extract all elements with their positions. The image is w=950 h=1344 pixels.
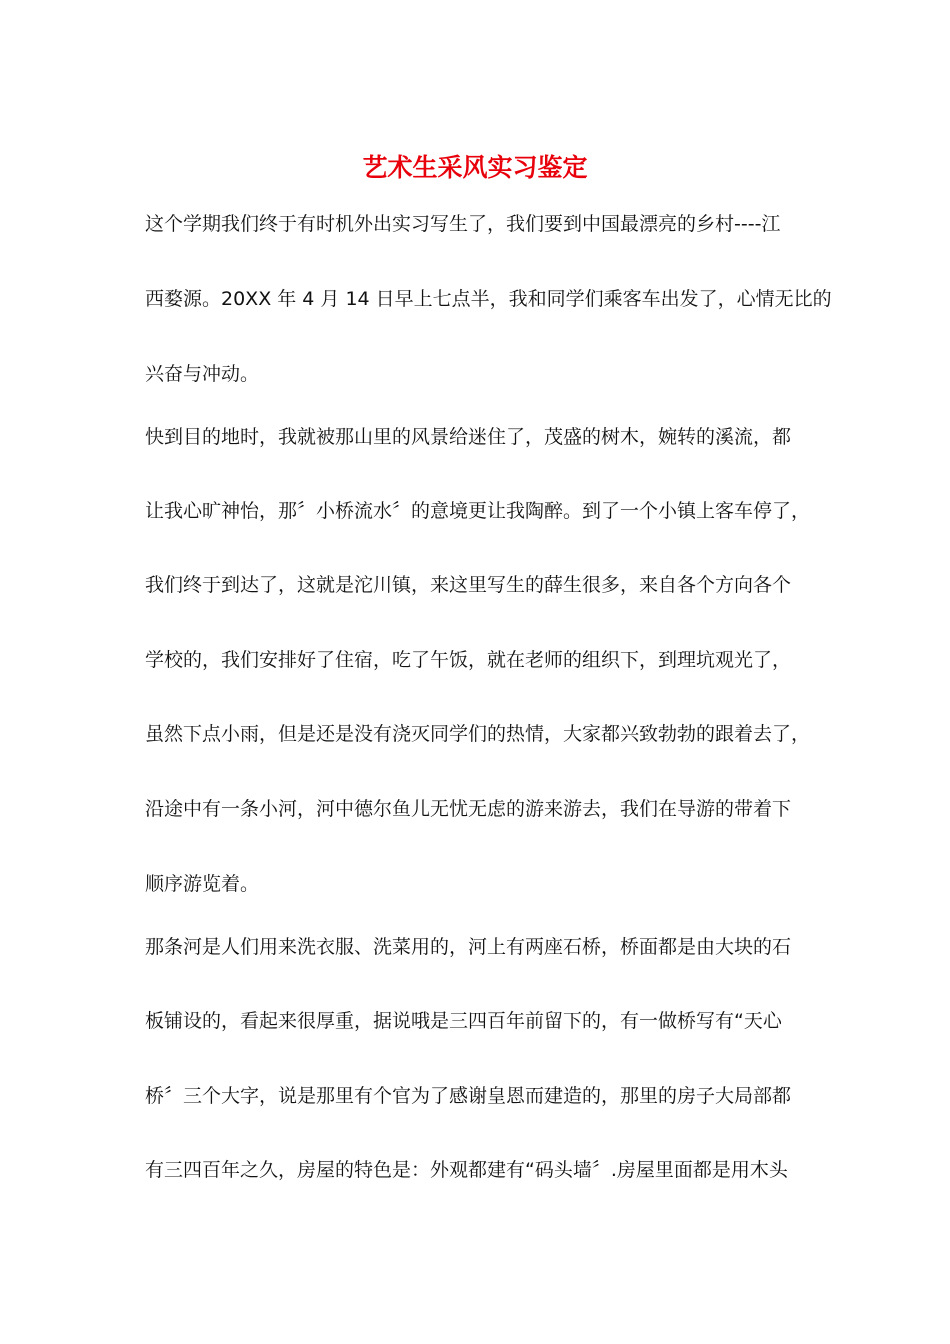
text-line: 板铺设的，看起来很厚重，据说哦是三四百年前留下的，有一做桥写有“天心 — [145, 1010, 782, 1032]
text-line: 我们终于到达了，这就是沱川镇，来这里写生的薛生很多，来自各个方向各个 — [145, 574, 792, 596]
text-line: 顺序游览着。 — [145, 873, 260, 895]
text-line: 学校的，我们安排好了住宿，吃了午饭，就在老师的组织下，到理坑观光了， — [145, 649, 792, 671]
text-line: 沿途中有一条小河，河中德尔鱼儿无忧无虑的游来游去，我们在导游的带着下 — [145, 798, 792, 820]
text-line: 西婺源。20XX 年 4 月 14 日早上七点半，我和同学们乘客车出发了，心情无比的 — [145, 288, 832, 310]
text-line: 桥〞三个大字，说是那里有个官为了感谢皇恩而建造的，那里的房子大局部都 — [145, 1085, 792, 1107]
document-title: 艺术生采风实习鉴定 — [362, 153, 588, 182]
text-line: 有三四百年之久，房屋的特色是：外观都建有“码头墙〞.房屋里面都是用木头 — [145, 1159, 788, 1181]
text-line: 让我心旷神怡，那〞小桥流水〞的意境更让我陶醉。到了一个小镇上客车停了， — [145, 500, 811, 522]
text-line: 快到目的地时，我就被那山里的风景给迷住了，茂盛的树木，婉转的溪流，都 — [145, 426, 792, 448]
text-line: 虽然下点小雨，但是还是没有浇灭同学们的热情，大家都兴致勃勃的跟着去了， — [145, 723, 811, 745]
text-line: 兴奋与冲动。 — [145, 363, 260, 385]
text-line: 这个学期我们终于有时机外出实习写生了，我们要到中国最漂亮的乡村----江 — [145, 213, 781, 235]
text-line: 那条河是人们用来洗衣服、洗菜用的，河上有两座石桥，桥面都是由大块的石 — [145, 936, 792, 958]
